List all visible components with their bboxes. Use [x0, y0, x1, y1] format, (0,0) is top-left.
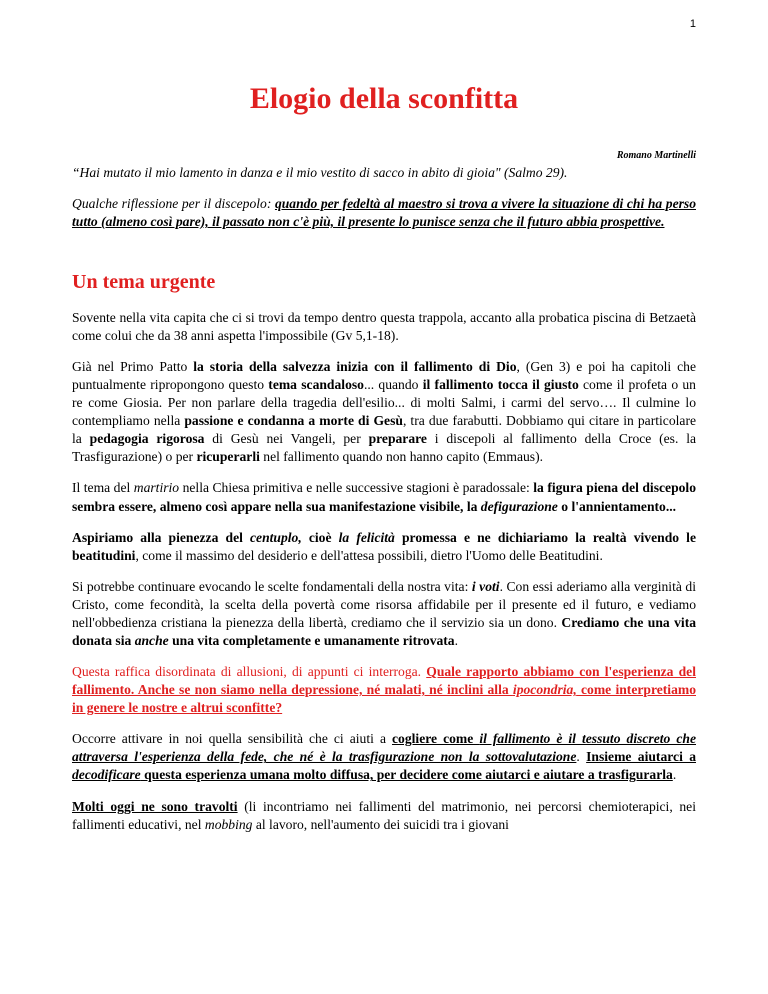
paragraph-7: Occorre attivare in noi quella sensibilità che ci aiuti a cogliere come il fallimento è il tessuto discreto che attraversa l'esperienza della fede, che né è la trasfigurazione non la sottovalutazione. Insieme aiutarci a decodificare questa esperienza umana molto diffusa, per decidere come aiutarci e aiutare a trasfigurarla. — [72, 731, 696, 783]
intro-paragraph: Qualche riflessione per il discepolo: quando per fedeltà al maestro si trova a vivere la situazione di chi ha perso tutto (almeno così pare), il passato non c'è più, il presente lo punisce senza che il futuro abbia prospettive. — [72, 196, 696, 230]
document-body — [72, 160, 696, 847]
paragraph-3: Il tema del martirio nella Chiesa primitiva e nelle successive stagioni è paradossale: la figura piena del discepolo sembra essere, almeno così appare nella sua manifestazione visibile, la defigurazione o l'annientamento... — [72, 480, 696, 514]
author: Romano Martinelli — [616, 150, 696, 161]
paragraph-4: Aspiriamo alla pienezza del centuplo, cioè la felicità promessa e ne dichiariamo la realtà vivendo le beatitudini, come il massimo del desiderio e dell'attesa possibili, dietro l'Uomo delle Beatitudini. — [72, 529, 696, 563]
paragraph-8: Molti oggi ne sono travolti (li incontriamo nei fallimenti del matrimonio, nei percorsi chemioterapici, nei fallimenti educativi, nel mobbing al lavoro, nell'aumento dei suicidi tra i giovani — [72, 798, 696, 832]
paragraph-1: Sovente nella vita capita che ci si trovi da tempo dentro questa trappola, accanto alla probatica piscina di Betzaetà come colui che da 38 anni aspetta l'impossibile (Gv 5,1-18). — [72, 309, 696, 343]
paragraph-6: Questa raffica disordinata di allusioni, di appunti ci interroga. Quale rapporto abbiamo con l'esperienza del fallimento. Anche se non siamo nella depressione, né malati, né inclini alla ipocondria, come interpretiamo in genere le nostre e altrui sconfitte? — [72, 664, 696, 716]
document-title: Elogio della sconfitta — [249, 82, 519, 115]
paragraph-5: Si potrebbe continuare evocando le scelte fondamentali della nostra vita: i voti. Con essi aderiamo alla verginità di Cristo, come fecondità, la scelta della povertà come risorsa affidabile per il presente ed il futuro, e vediamo nell'obbedienza cristiana la pienezza della libertà, crediamo che il servizio sia un dono. Crediamo che una vita donata sia anche una vita completamente e umanamente ritrovata. — [72, 578, 697, 648]
page-number: 1 — [689, 18, 696, 30]
section-heading: Un tema urgente — [72, 271, 216, 294]
paragraph-2: Già nel Primo Patto la storia della salvezza inizia con il fallimento di Dio, (Gen 3) e poi ha capitoli che puntualmente ripropongono questo tema scandaloso... quando il fallimento tocca il giusto come il profeta o un re come Giosia. Per non parlare della tragedia dell'esilio... di molti Salmi, i carmi del servo…. Il culmine lo contempliamo nella passione e condanna a morte di Gesù, tra due farabutti. Dobbiamo qui citare in particolare la pedagogia rigorosa di Gesù nei Vangeli, per preparare i discepoli al fallimento della Croce (es. la Trasfigurazione) o per ricuperarli nel fallimento quando non hanno capito (Emmaus). — [72, 358, 697, 465]
epigraph-quote: “Hai mutato il mio lamento in danza e il mio vestito di sacco in abito di gioia" (Salmo 29). — [72, 165, 568, 180]
